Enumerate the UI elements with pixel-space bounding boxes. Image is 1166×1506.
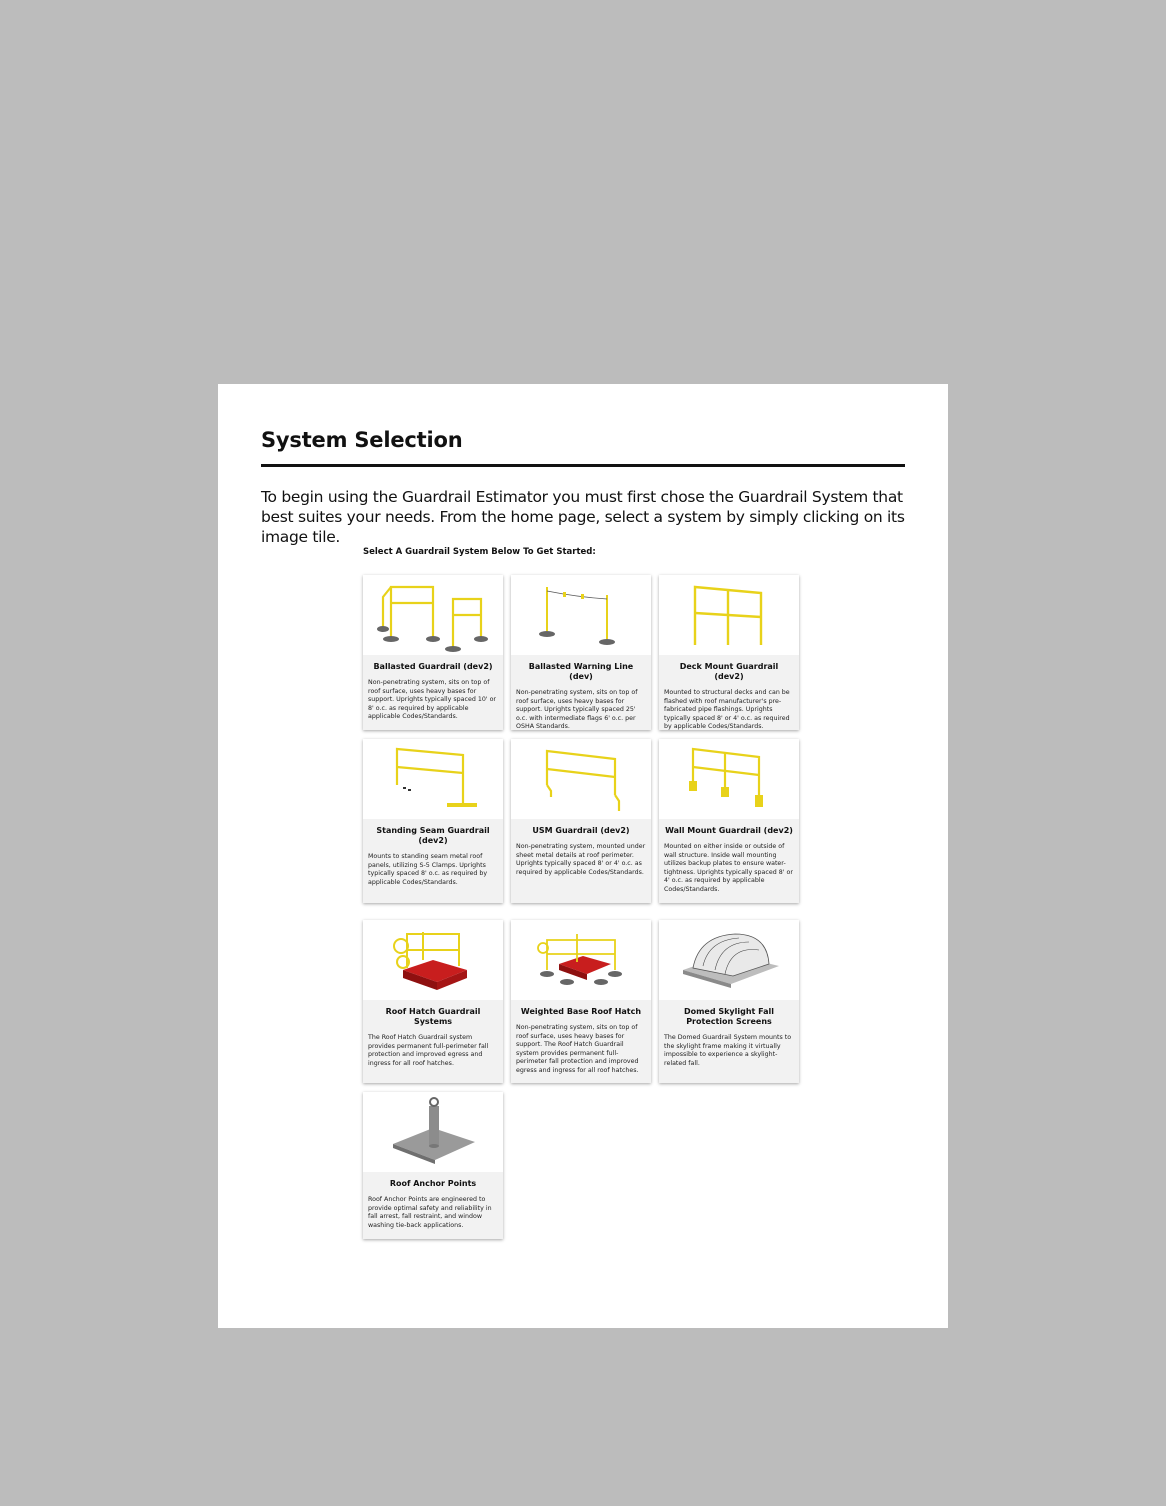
roof-anchor-icon (363, 1092, 503, 1172)
warning-line-icon (511, 575, 651, 655)
ballasted-guardrail-icon (363, 575, 503, 655)
tile-image (363, 575, 503, 655)
tile-image (511, 920, 651, 1000)
domed-skylight-screen-icon (659, 920, 799, 1000)
tile-image (659, 575, 799, 655)
weighted-roof-hatch-icon (511, 920, 651, 1000)
tile-title: Roof Anchor Points (389, 1179, 477, 1188)
tile-description: Non-penetrating system, mounted under sheet metal details at roof perimeter. Uprights typically spaced 8' or 4' o.c. as required by applicable Codes/Standards. (516, 843, 646, 876)
wall-mount-guardrail-icon (659, 739, 799, 819)
tile-title: Deck Mount Guardrail (dev2) (679, 662, 779, 681)
system-tile[interactable] (363, 739, 503, 903)
title-divider (261, 464, 905, 467)
tile-image (511, 739, 651, 819)
tile-description: Mounts to standing seam metal roof panels, utilizing S-5 Clamps. Uprights typically spaced 8' o.c. as required by applicable Codes/Standards. (368, 853, 488, 886)
tile-image (363, 739, 503, 819)
deck-mount-guardrail-icon (659, 575, 799, 655)
intro-paragraph: To begin using the Guardrail Estimator you must first chose the Guardrail System that best suites your needs. From the home page, select a system by simply clicking on its image tile. (261, 488, 905, 546)
tile-image (659, 739, 799, 819)
system-tile[interactable] (511, 739, 651, 903)
document-page (218, 384, 948, 1328)
tile-title: Wall Mount Guardrail (dev2) (665, 826, 793, 835)
system-tile[interactable] (511, 920, 651, 1083)
roof-hatch-guardrail-icon (363, 920, 503, 1000)
tile-image (659, 920, 799, 1000)
tile-title: Domed Skylight Fall Protection Screens (683, 1007, 775, 1026)
tile-description: Mounted to structural decks and can be flashed with roof manufacturer's pre-fabricated pipe flashings. Uprights typically spaced 8' or 4' o.c. as required by applicable Codes/Standards. (664, 689, 790, 731)
tile-description: Non-penetrating system, sits on top of roof surface, uses heavy bases for support. Uprights typically spaced 10' or 8' o.c. as required by applicable applicable Codes/Standards. (368, 679, 497, 721)
tile-title: Standing Seam Guardrail (dev2) (376, 826, 490, 845)
tile-description: Mounted on either inside or outside of wall structure. Inside wall mounting utilizes backup plates to ensure water-tightness. Uprights typically spaced 8' or 4' o.c. as required by applicable Codes/Standards. (664, 843, 793, 893)
tile-image (363, 1092, 503, 1172)
tile-image (363, 920, 503, 1000)
system-tile[interactable] (659, 739, 799, 903)
tile-description: The Roof Hatch Guardrail system provides permanent full-perimeter fall protection and improved egress and ingress for all roof hatches. (368, 1034, 489, 1067)
system-tile[interactable] (511, 575, 651, 730)
tile-description: Non-penetrating system, sits on top of roof surface, uses heavy bases for support. Uprights typically spaced 25' o.c. with intermediate flags 6' o.c. per OSHA Standards. (516, 689, 638, 731)
standing-seam-guardrail-icon (363, 739, 503, 819)
tile-title: USM Guardrail (dev2) (532, 826, 630, 835)
system-tile[interactable] (659, 920, 799, 1083)
system-tile[interactable] (363, 575, 503, 730)
tile-description: Roof Anchor Points are engineered to provide optimal safety and reliability in fall arrest, fall restraint, and window washing tie-back applications. (368, 1196, 492, 1229)
tile-title: Roof Hatch Guardrail Systems (385, 1007, 481, 1026)
tile-description: The Domed Guardrail System mounts to the skylight frame making it virtually impossible to experience a skylight-related fall. (664, 1034, 792, 1067)
tile-image (511, 575, 651, 655)
system-tile[interactable] (659, 575, 799, 730)
selection-prompt: Select A Guardrail System Below To Get Started: (363, 547, 596, 557)
usm-guardrail-icon (511, 739, 651, 819)
tile-title: Weighted Base Roof Hatch (520, 1007, 642, 1016)
page-title: System Selection (261, 428, 463, 452)
tile-title: Ballasted Warning Line (dev) (528, 662, 634, 681)
system-tile[interactable] (363, 1092, 503, 1239)
tile-title: Ballasted Guardrail (dev2) (373, 662, 493, 671)
tile-description: Non-penetrating system, sits on top of roof surface, uses heavy bases for support. The Roof Hatch Guardrail system provides permanent full-perimeter fall protection and improved egress and ingress for all roof hatches. (516, 1024, 639, 1074)
system-tile[interactable] (363, 920, 503, 1083)
